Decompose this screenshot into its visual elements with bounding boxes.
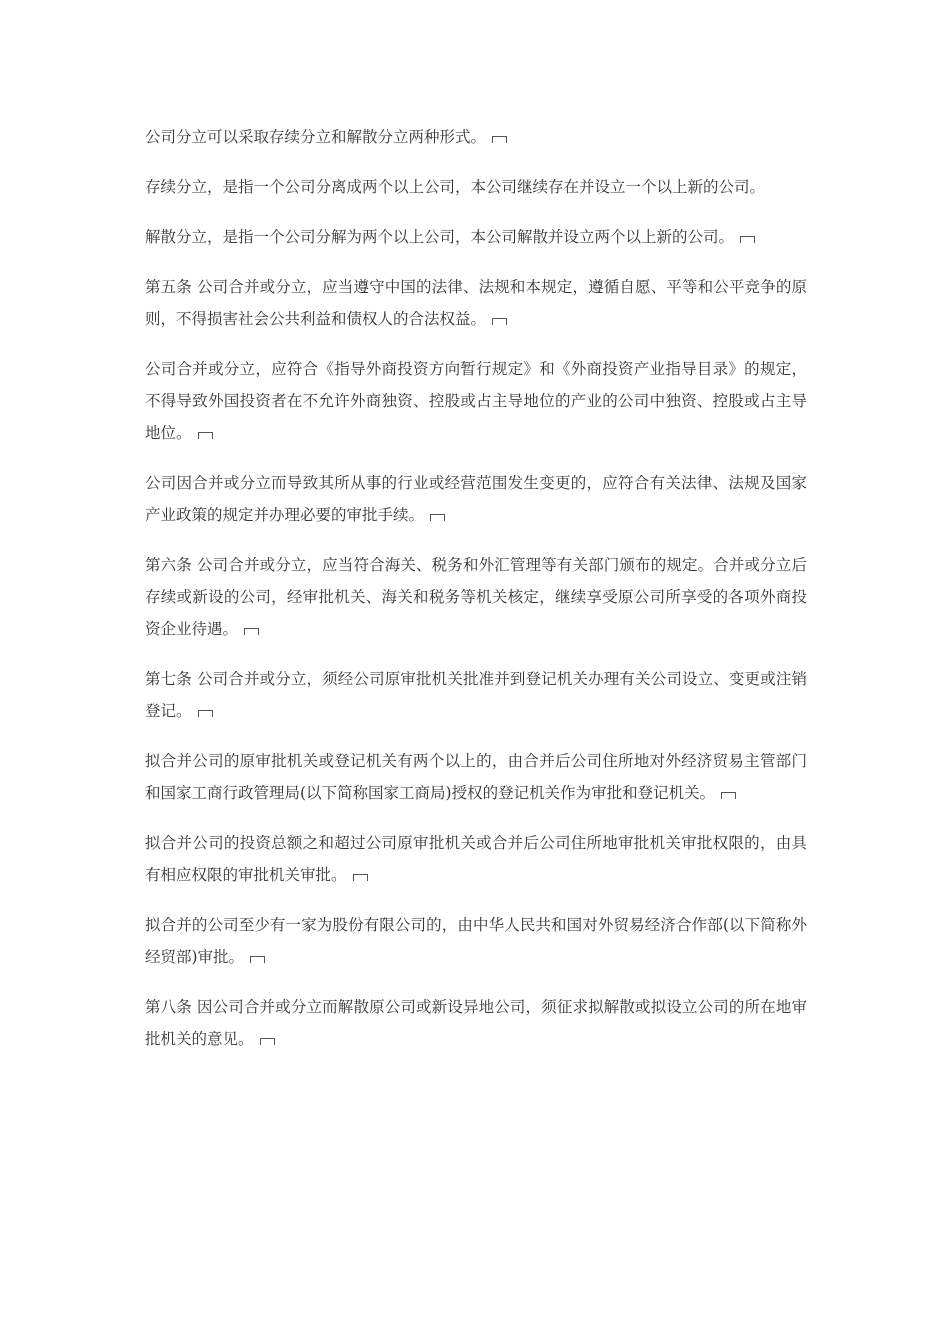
paragraph-text: 第五条 公司合并或分立，应当遵守中国的法律、法规和本规定，遵循自愿、平等和公平竞争的原则，不得损害社会公共利益和债权人的合法权益。 <box>145 278 807 328</box>
paragraph <box>145 121 807 153</box>
paragraph <box>145 171 807 203</box>
paragraph <box>145 909 807 973</box>
paragraph <box>145 467 807 531</box>
paragraph-text: 第八条 因公司合并或分立而解散原公司或新设异地公司，须征求拟解散或拟设立公司的所在地审批机关的意见。 <box>145 998 807 1048</box>
paragraph-text: 公司合并或分立，应符合《指导外商投资方向暂行规定》和《外商投资产业指导目录》的规定，不得导致外国投资者在不允许外商独资、控股或占主导地位的产业的公司中独资、控股或占主导地位。 <box>145 360 807 442</box>
paragraph-mark-icon <box>430 514 445 521</box>
paragraph-mark-icon <box>250 956 265 963</box>
paragraph <box>145 991 807 1055</box>
paragraph <box>145 827 807 891</box>
paragraph-mark-icon <box>492 318 507 325</box>
paragraph-mark-icon <box>198 432 213 439</box>
paragraph-text: 拟合并公司的投资总额之和超过公司原审批机关或合并后公司住所地审批机关审批权限的，由具有相应权限的审批机关审批。 <box>145 834 807 884</box>
paragraph <box>145 353 807 449</box>
paragraph-text: 公司因合并或分立而导致其所从事的行业或经营范围发生变更的，应符合有关法律、法规及国家产业政策的规定并办理必要的审批手续。 <box>145 474 807 524</box>
paragraph-mark-icon <box>492 136 507 143</box>
paragraph <box>145 221 807 253</box>
document-body <box>145 121 807 1073</box>
paragraph <box>145 549 807 645</box>
paragraph-text: 拟合并公司的原审批机关或登记机关有两个以上的，由合并后公司住所地对外经济贸易主管部门和国家工商行政管理局(以下简称国家工商局)授权的登记机关作为审批和登记机关。 <box>145 752 807 802</box>
paragraph-text: 拟合并的公司至少有一家为股份有限公司的，由中华人民共和国对外贸易经济合作部(以下简称外经贸部)审批。 <box>145 916 807 966</box>
paragraph-text: 第六条 公司合并或分立，应当符合海关、税务和外汇管理等有关部门颁布的规定。合并或分立后存续或新设的公司，经审批机关、海关和税务等机关核定，继续享受原公司所享受的各项外商投资企业待遇。 <box>145 556 807 638</box>
paragraph-mark-icon <box>198 710 213 717</box>
paragraph <box>145 663 807 727</box>
paragraph <box>145 271 807 335</box>
paragraph-text: 第七条 公司合并或分立，须经公司原审批机关批准并到登记机关办理有关公司设立、变更或注销登记。 <box>145 670 807 720</box>
paragraph-text: 解散分立，是指一个公司分解为两个以上公司，本公司解散并设立两个以上新的公司。 <box>145 228 735 246</box>
paragraph-mark-icon <box>260 1038 275 1045</box>
paragraph-text: 存续分立，是指一个公司分离成两个以上公司，本公司继续存在并设立一个以上新的公司。 <box>145 178 766 196</box>
paragraph-mark-icon <box>244 628 259 635</box>
paragraph-mark-icon <box>353 874 368 881</box>
paragraph-mark-icon <box>740 236 755 243</box>
paragraph-mark-icon <box>721 792 736 799</box>
paragraph <box>145 745 807 809</box>
paragraph-text: 公司分立可以采取存续分立和解散分立两种形式。 <box>145 128 487 146</box>
